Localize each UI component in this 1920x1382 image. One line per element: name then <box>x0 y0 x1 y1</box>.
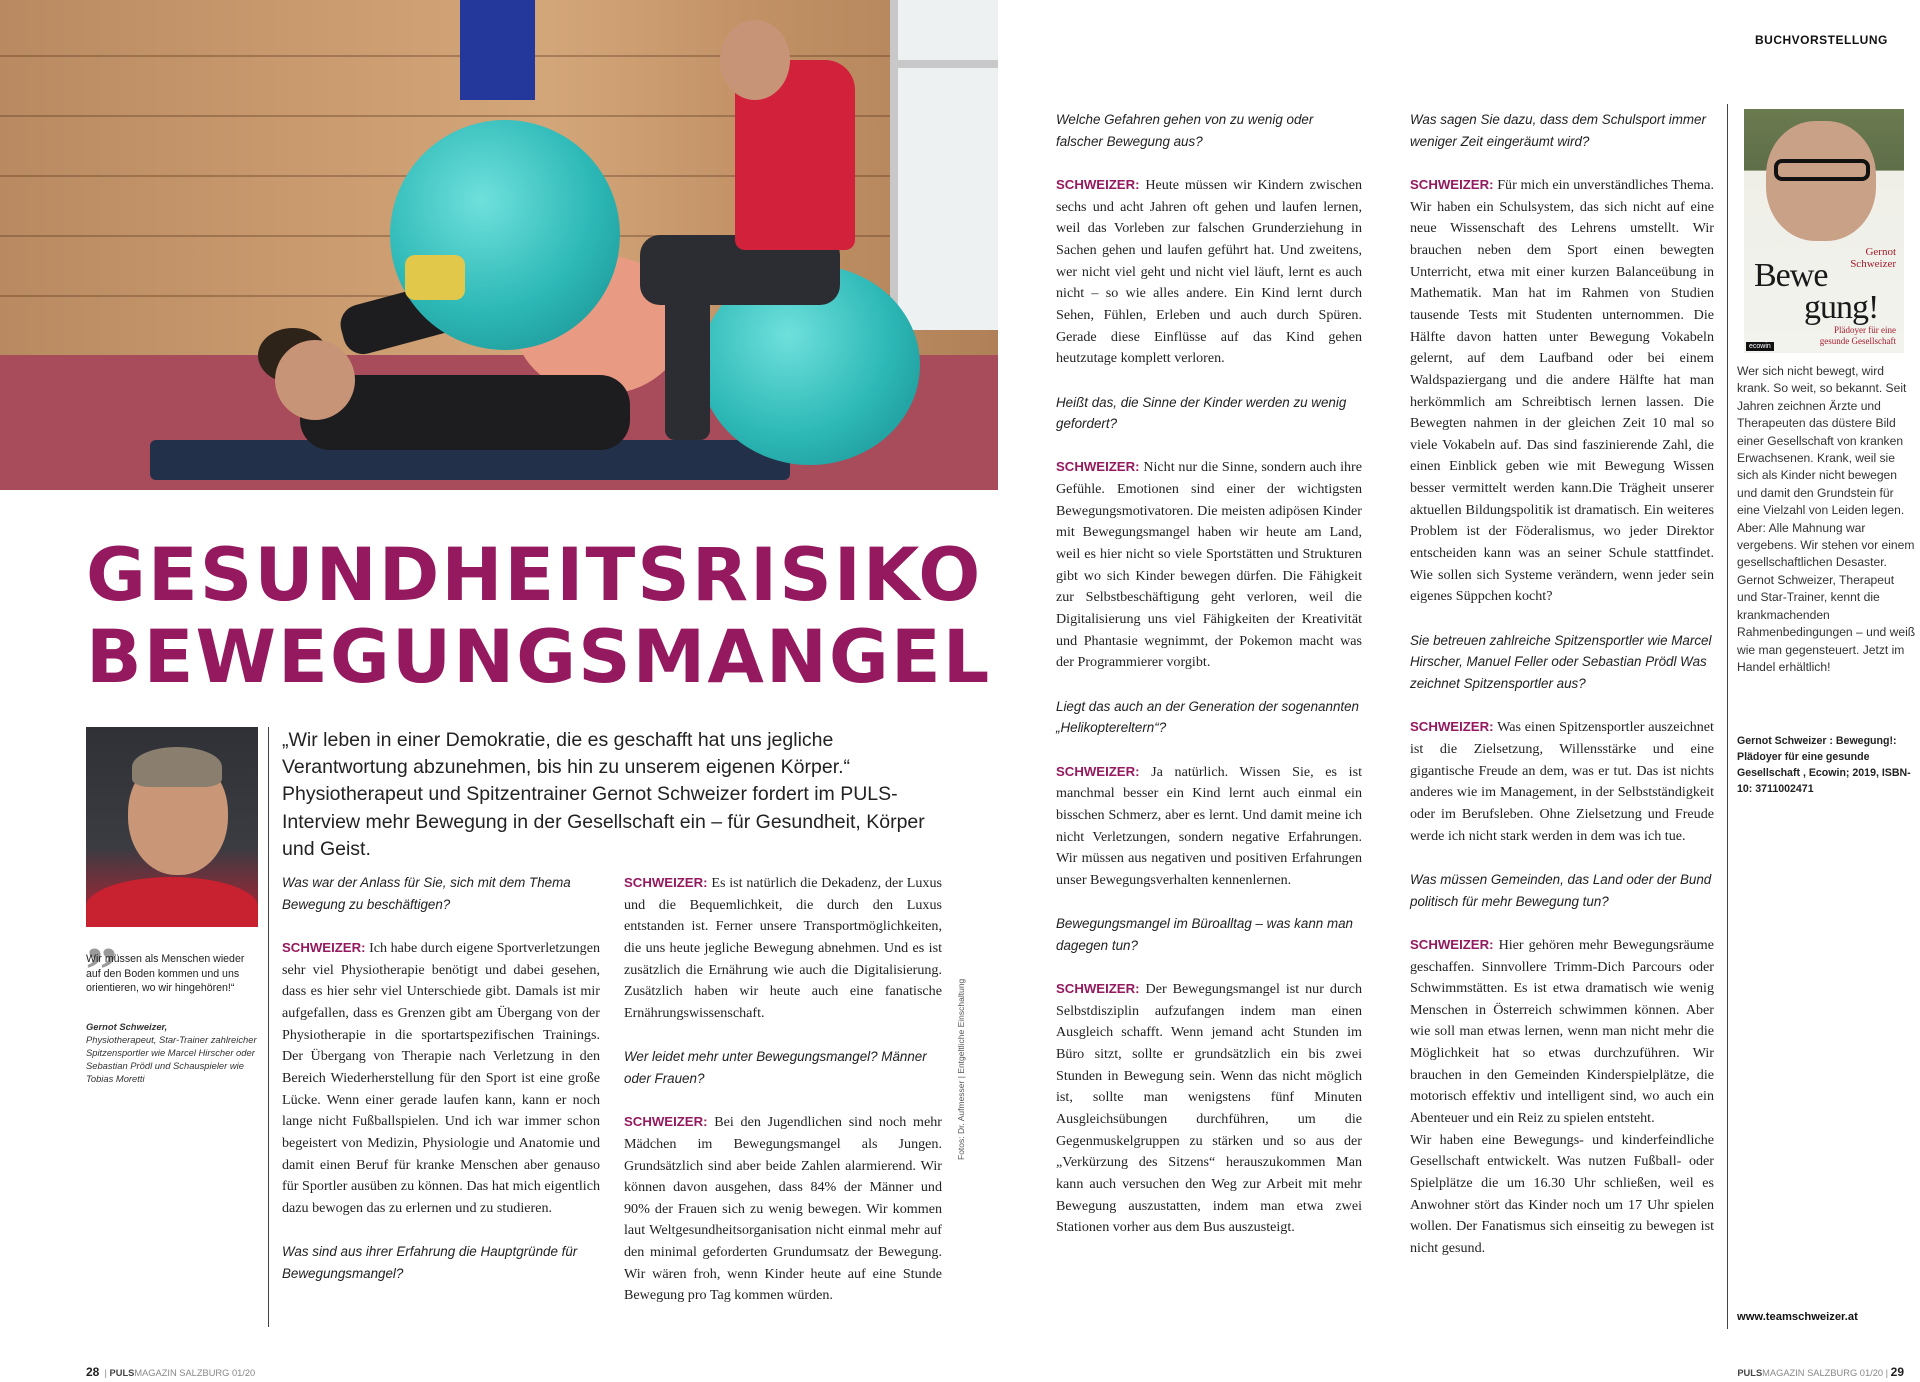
interview-question: Was sagen Sie dazu, dass dem Schulsport immer weniger Zeit eingeräumt wird? <box>1410 112 1706 149</box>
magazine-brand: PULS <box>109 1368 135 1378</box>
speaker-label: SCHWEIZER: <box>1056 981 1140 997</box>
hero-photo <box>0 0 998 490</box>
interview-answer <box>1410 934 1714 1130</box>
answer-text: Nicht nur die Sinne, sondern auch ihre Gefühle. Emotionen sind einer der wichtigsten Bewegungsmotivatoren. Die meisten adipösen Kinder mit Bewegungsmangel haben wir heute am Land, weil es hier nicht so viele Sportstätten und Strukturen gibt wo sich Kinder bewegen dürfen. Die Fähigkeit zur Selbstbeschäftigung geht verloren, weil die Digitalisierung uns viel Fähigkeiten der Kreativität und Phantasie wegnimmt, der Pokemon macht was der Programmierer vorgibt. <box>1056 459 1362 671</box>
answer-text: Ja natürlich. Wissen Sie, es ist manchmal besser ein Kind lernt auch einmal ein bisschen Schmerz, aber es lernt. Und damit meine ich nicht Verletzungen, sondern negative Erfahrungen. Wir müssen aus negativen und positiven Erfahrungen unser Bewegungsverhalten kennenlernen. <box>1056 763 1362 888</box>
interview-question: Was war der Anlass für Sie, sich mit dem Thema Bewegung zu beschäftigen? <box>282 875 571 912</box>
speaker-label: SCHWEIZER: <box>624 875 708 890</box>
interview-question: Welche Gefahren gehen von zu wenig oder falscher Bewegung aus? <box>1056 112 1314 149</box>
website-link[interactable]: www.teamschweizer.at <box>1737 1311 1858 1323</box>
credit-name: Gernot Schweizer, <box>86 1021 168 1032</box>
column-2 <box>624 872 942 1329</box>
page-number-right: 29 <box>1890 1365 1904 1379</box>
headline-line-1: GESUNDHEITSRISIKO <box>86 533 983 618</box>
credit-text: Physiotherapeut, Star-Trainer zahlreicher Spitzensportler wie Marcel Hirscher oder Sebastian Prödl und Schauspieler wie Tobias Moretti <box>86 1034 257 1084</box>
speaker-label: SCHWEIZER: <box>1056 763 1140 779</box>
column-1 <box>282 872 600 1306</box>
magazine-issue: MAGAZIN SALZBURG 01/20 <box>134 1368 256 1378</box>
divider <box>1727 104 1728 1329</box>
interview-answer <box>624 872 942 1025</box>
section-label: BUCHVORSTELLUNG <box>1755 33 1888 47</box>
book-cover-title-2: gung! <box>1804 289 1879 326</box>
book-description: Wer sich nicht bewegt, wird krank. So weit, so bekannt. Seit Jahren zeichnen Ärzte und Therapeuten das düstere Bild einer Gesellschaft von kranken Erwachsenen. Krank, weil sie sich als Kinder nicht bewegen und damit den Grundstein für eine Vielzahl von Leiden legen. Aber: Alle Mahnung war vergebens. Wir stehen vor einem gesellschaftlichen Desaster. Gernot Schweizer, Therapeut und Star-Trainer, kennt die krankmachenden Rahmenbedingungen – und weiß wie man gegensteuert. Jetzt im Handel erhältlich! <box>1737 364 1916 674</box>
interview-question: Wer leidet mehr unter Bewegungsmangel? Männer oder Frauen? <box>624 1049 927 1086</box>
interview-paragraph: Wir haben eine Bewegungs- und kinderfeindliche Gesellschaft entwickelt. Was nutzen Fußball- oder Spielplätze die um 16.30 Uhr schließen, weil es Anwohner stört das Kinder noch um 17 Uhr spielen wollen. Der Fanatismus sich einseitig zu bewegen ist nicht gesund. <box>1410 1131 1714 1257</box>
quote-credit <box>86 1020 264 1085</box>
interview-question: Heißt das, die Sinne der Kinder werden zu wenig gefordert? <box>1056 394 1347 432</box>
magazine-brand: PULS <box>1737 1368 1763 1378</box>
book-cover-title-1: Bewe <box>1754 257 1828 294</box>
answer-text: Es ist natürlich die Dekadenz, der Luxus und die Bequemlichkeit, die durch den Luxus entstanden ist. Ferner unsere Transportmöglichkeiten, die uns heute jegliche Bewegung abnehmen. Und es ist zusätzlich die Ernährung wie auch die Digitalisierung. Zusätzlich haben wir heute auch eine fanatische Ernährungswissenschaft. <box>624 875 942 1021</box>
answer-text: Bei den Jugendlichen sind noch mehr Mädchen im Bewegungsmangel als Jungen. Grundsätzlich sind aber beide Zahlen alarmierend. Wir können davon ausgehen, dass 84% der Männer und 90% der Frauen sich zu wenig bewegen. Wir kommen laut Weltgesundheitsorganisation nicht einmal mehr auf den minimal geforderten Grundumsatz der Bewegung. Wir wären froh, wenn Kinder heute auf eine Stunde Bewegung pro Tag kommen würden. <box>624 1114 942 1304</box>
headline <box>86 535 991 699</box>
book-info: Gernot Schweizer : Bewegung!: Plädoyer für eine gesunde Gesellschaft , Ecowin; 2019, ISBN-10: 3711002471 <box>1737 735 1911 795</box>
column-4 <box>1410 109 1714 1281</box>
interview-question: Sie betreuen zahlreiche Spitzensportler wie Marcel Hirscher, Manuel Feller oder Sebastian Prödl Was zeichnet Spitzensportler aus? <box>1410 632 1712 692</box>
publisher-logo: ecowin <box>1746 342 1774 351</box>
interview-answer <box>1056 761 1362 892</box>
speaker-label: SCHWEIZER: <box>624 1114 708 1130</box>
interview-question: Was müssen Gemeinden, das Land oder der Bund politisch für mehr Bewegung tun? <box>1410 871 1712 909</box>
folio-left: 28 | PULSMAGAZIN SALZBURG 01/20 <box>86 1365 256 1379</box>
speaker-label: SCHWEIZER: <box>1056 176 1140 192</box>
interview-answer <box>1410 716 1714 847</box>
interview-answer <box>1056 978 1362 1239</box>
speaker-label: SCHWEIZER: <box>1410 176 1494 192</box>
speaker-label: SCHWEIZER: <box>1056 459 1140 475</box>
interview-answer <box>624 1111 942 1307</box>
answer-text: Was einen Spitzensportler auszeichnet ist die Zielsetzung, Willensstärke und eine gigantische Freude an dem, was er tut. Das ist nichts anderes wie im Management, in der Selbstständigkeit oder im Berufsleben. Ohne Zielsetzung und Freude werde ich nicht stark werden in dem was ich tue. <box>1410 719 1714 844</box>
magazine-issue: MAGAZIN SALZBURG 01/20 <box>1762 1368 1884 1378</box>
interview-answer <box>282 937 600 1220</box>
headline-line-2: BEWEGUNGSMANGEL <box>86 615 992 700</box>
answer-text: Heute müssen wir Kindern zwischen sechs und acht Jahren oft gehen und laufen lernen, weil das Vorleben zur falschen Grunderziehung in Sachen gehen und laufen geführt hat. Und zweitens, wer nicht viel geht und nicht viel läuft, lernt es auch nicht – so wie alles andere. Ein Kind lernt durch Sehen, Fühlen, Erleben und auch durch Spüren. Gerade diese Einflüsse auf das Kind gehen heutzutage komplett verloren. <box>1056 176 1362 367</box>
speaker-label: SCHWEIZER: <box>282 939 366 955</box>
book-cover <box>1744 109 1904 353</box>
quote-mark-icon: „ <box>86 901 118 972</box>
intro-text: „Wir leben in einer Demokratie, die es geschafft hat uns jegliche Verantwortung abzunehmen, bis hin zu unserem eigenen Körper.“ Physiotherapeut und Spitzentrainer Gernot Schweizer fordert im PULS-Interview mehr Bewegung in der Gesellschaft ein – für Gesundheit, Körper und Geist. <box>282 729 925 860</box>
portrait-photo <box>86 727 258 927</box>
book-cover-author: Gernot Schweizer <box>1850 246 1896 270</box>
interview-question: Bewegungsmangel im Büroalltag – was kann man dagegen tun? <box>1056 916 1353 953</box>
speaker-label: SCHWEIZER: <box>1410 936 1494 952</box>
interview-question: Was sind aus ihrer Erfahrung die Hauptgründe für Bewegungsmangel? <box>282 1244 578 1281</box>
photo-credit: Fotos: Dr. Aufmesser | Entgeltliche Einschaltung <box>956 978 966 1160</box>
interview-question: Liegt das auch an der Generation der sogenannten „Helikoptereltern“? <box>1056 698 1360 736</box>
answer-text: Hier gehören mehr Bewegungsräume geschaffen. Sinnvollere Trimm-Dich Parcours oder Schwimmstätten. Es ist etwa dramatisch wie wenig Menschen in Österreich schwimmen können. Aber wie soll man etwas lernen, wenn man nicht mehr die Möglichkeit hat so etwas durchzuführen. Wir brauchen in den Gemeinden Kinderspielplätze, die motorisch effektiv und intelligent sind, wo auch ein Abenteuer und ein Reiz zu spielen entsteht. <box>1410 936 1714 1127</box>
page-number-left: 28 <box>86 1365 100 1379</box>
book-cover-subtitle: Plädoyer für eine gesunde Gesellschaft <box>1819 325 1896 346</box>
speaker-label: SCHWEIZER: <box>1410 719 1494 735</box>
divider <box>268 727 269 1327</box>
answer-text: Ich habe durch eigene Sportverletzungen sehr viel Physiotherapie benötigt und dabei gesehen, dass es hier sehr viel Unterschiede gibt. Damals ist mir aufgefallen, dass es Grenzen gibt am Übergang von der Physiotherapie in die sportartspezifischen Trainings. Der Übergang von Therapie nach Verletzung in den Bereich Wiederherstellung für den Sport ist eine große Lücke. Wenn einer gerade laufen kann, kann er noch lange nicht Fußballspielen. Und ich war immer schon begeistert von Medizin, Physiologie und Anatomie und damit einen Beruf für kranke Menschen aber genauso für Sportler ausüben zu können. Das hat mich eigentlich dazu bewogen das zu erlernen und zu studieren. <box>282 939 600 1216</box>
pull-quote: Wir müssen als Menschen wieder auf den Boden kommen und uns orientieren, wo wir hingehören!“ <box>86 953 245 994</box>
answer-text: Der Bewegungsmangel ist nur durch Selbstdisziplin aufzufangen indem man einen Ausgleich schafft. Wenn jemand acht Stunden im Büro sitzt, sollte er grundsätzlich ein bis zwei Stunden in Bewegung sein. Wenn das nicht möglich ist, sollte man wenigstens fünf Minuten Ausgleichsübungen durchführen, um die Gegenmuskelgruppen zu stärken und so aus der „Verkürzung des Sitzens“ herauszukommen Man kann auch versuchen den Weg zur Arbeit mit mehr Bewegung auszustatten, indem man etwa zwei Stationen vorher aus dem Bus auszusteigt. <box>1056 981 1362 1236</box>
answer-text: Für mich ein unverständliches Thema. Wir haben ein Schulsystem, das sich nicht auf eine neue Wissenschaft des Lehrens umstellt. Wir brauchen neben dem Sport einen bewegten Unterricht, etwa mit einer kurzen Balanceübung in Mathematik. Man hat im Rahmen von Studien tausende Tests mit Studenten unternommen. Die Hälfte davon hatten unter Bewegung Vokabeln gelernt, auf dem Laufband oder bei einem Waldspaziergang und die andere Hälfte hat man herkömmlich am Schreibtisch lernen lassen. Die Bewegten nahmen in der gleichen Zeit 10 mal so viele Vokabeln auf. Das sind faszinierende Zahl, die einen Einblick geben wie mit Bewegung Wissen besser vermittelt werden kann.Die Trägheit unserer aktuellen Bildungspolitik ist dramatisch. Ein weiteres Problem ist der Föderalismus, wo jeder Direktor entscheiden kann was an seiner Schule stattfindet. Wie sollen sich Systeme verändern, wenn jeder sein eigenes Süppchen kocht? <box>1410 176 1715 605</box>
interview-answer <box>1410 174 1714 608</box>
interview-answer <box>1056 174 1362 370</box>
interview-answer <box>1056 456 1362 674</box>
folio-right: PULSMAGAZIN SALZBURG 01/20 | 29 <box>1737 1365 1904 1379</box>
column-3 <box>1056 109 1362 1261</box>
